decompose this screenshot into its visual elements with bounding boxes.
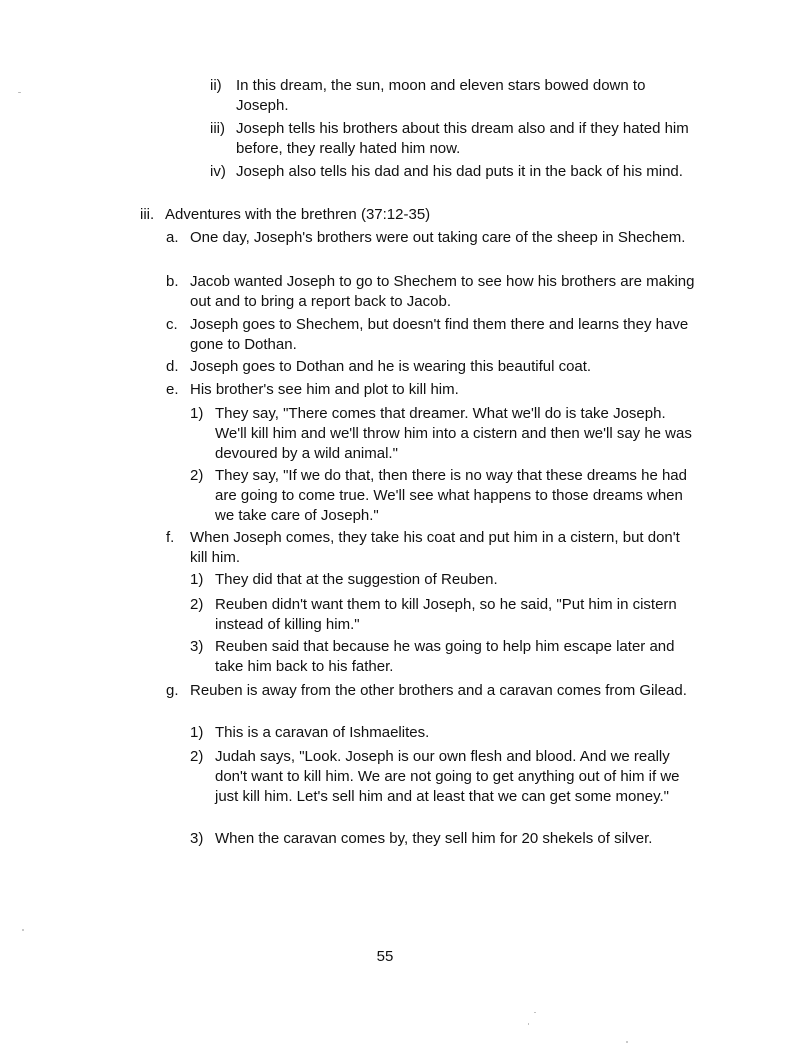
point-g <box>166 681 700 701</box>
subitem-marker: iv) <box>210 163 226 180</box>
subpoint-text: Reuben didn't want them to kill Joseph, so he said, "Put him in cistern instead of killing him." <box>215 596 677 633</box>
subitem-text: Joseph tells his brothers about this dream also and if they hated him before, they really hated him now. <box>236 120 689 157</box>
point-marker: d. <box>166 358 179 375</box>
point-marker: b. <box>166 273 179 290</box>
subpoint-text: They say, "If we do that, then there is no way that these dreams he had are going to come true. We'll see what happens to those dreams when we take care of Joseph." <box>215 467 687 524</box>
point-text: Reuben is away from the other brothers and a caravan comes from Gilead. <box>190 682 687 699</box>
point-text: Joseph goes to Dothan and he is wearing this beautiful coat. <box>190 358 592 375</box>
section-heading <box>140 205 700 225</box>
point-f-subpoint-1 <box>190 570 700 590</box>
section-marker: iii. <box>140 206 155 223</box>
point-e-subpoint-2 <box>190 466 700 526</box>
point-text: Joseph goes to Shechem, but doesn't find them there and learns they have gone to Dothan. <box>190 316 689 353</box>
point-text: When Joseph comes, they take his coat and put him in a cistern, but don't kill him. <box>190 529 680 566</box>
subpoint-marker: 2) <box>190 596 204 613</box>
point-a <box>166 228 700 248</box>
point-text: Jacob wanted Joseph to go to Shechem to see how his brothers are making out and to bring a report back to Jacob. <box>190 273 695 310</box>
page-number: 55 <box>376 948 394 965</box>
scan-speck <box>626 1041 628 1043</box>
point-c <box>166 315 700 355</box>
scan-speck <box>528 1023 529 1025</box>
point-f-subpoint-3 <box>190 637 700 677</box>
subitem-text: Joseph also tells his dad and his dad puts it in the back of his mind. <box>236 163 683 180</box>
subpoint-marker: 1) <box>190 571 204 588</box>
scan-speck <box>22 929 24 931</box>
subpoint-text: When the caravan comes by, they sell him for 20 shekels of silver. <box>215 830 653 847</box>
scan-speck <box>18 92 21 93</box>
scan-speck <box>534 1012 536 1013</box>
subpoint-text: They say, "There comes that dreamer. What we'll do is take Joseph. We'll kill him and we'll throw him into a cistern and then we'll say he was devoured by a wild animal." <box>215 405 692 462</box>
subitem-iv <box>210 162 700 182</box>
subpoint-marker: 3) <box>190 638 204 655</box>
point-text: One day, Joseph's brothers were out taking care of the sheep in Shechem. <box>190 229 686 246</box>
point-marker: f. <box>166 529 175 546</box>
point-b <box>166 272 700 312</box>
point-f <box>166 528 700 568</box>
point-text: His brother's see him and plot to kill him. <box>190 381 459 398</box>
subpoint-text: Judah says, "Look. Joseph is our own flesh and blood. And we really don't want to kill him. We are not going to get anything out of him if we just kill him. Let's sell him and at least that we can get some money." <box>215 748 680 805</box>
point-marker: a. <box>166 229 179 246</box>
point-g-subpoint-1 <box>190 723 700 743</box>
point-d <box>166 357 700 377</box>
point-f-subpoint-2 <box>190 595 700 635</box>
section-title: Adventures with the brethren (37:12-35) <box>165 206 431 223</box>
subpoint-marker: 2) <box>190 467 204 484</box>
subitem-marker: ii) <box>210 77 222 94</box>
subitem-iii <box>210 119 700 159</box>
subpoint-text: Reuben said that because he was going to help him escape later and take him back to his father. <box>215 638 675 675</box>
subpoint-text: This is a caravan of Ishmaelites. <box>215 724 430 741</box>
subitem-ii <box>210 76 700 116</box>
point-marker: c. <box>166 316 178 333</box>
point-e <box>166 380 700 400</box>
point-marker: e. <box>166 381 179 398</box>
subpoint-marker: 1) <box>190 724 204 741</box>
subitem-text: In this dream, the sun, moon and eleven stars bowed down to Joseph. <box>236 77 646 114</box>
subitem-marker: iii) <box>210 120 225 137</box>
point-g-subpoint-3 <box>190 829 700 849</box>
point-marker: g. <box>166 682 179 699</box>
point-e-subpoint-1 <box>190 404 700 464</box>
subpoint-text: They did that at the suggestion of Reuben. <box>215 571 498 588</box>
point-g-subpoint-2 <box>190 747 700 807</box>
subpoint-marker: 1) <box>190 405 204 422</box>
subpoint-marker: 3) <box>190 830 204 847</box>
subpoint-marker: 2) <box>190 748 204 765</box>
